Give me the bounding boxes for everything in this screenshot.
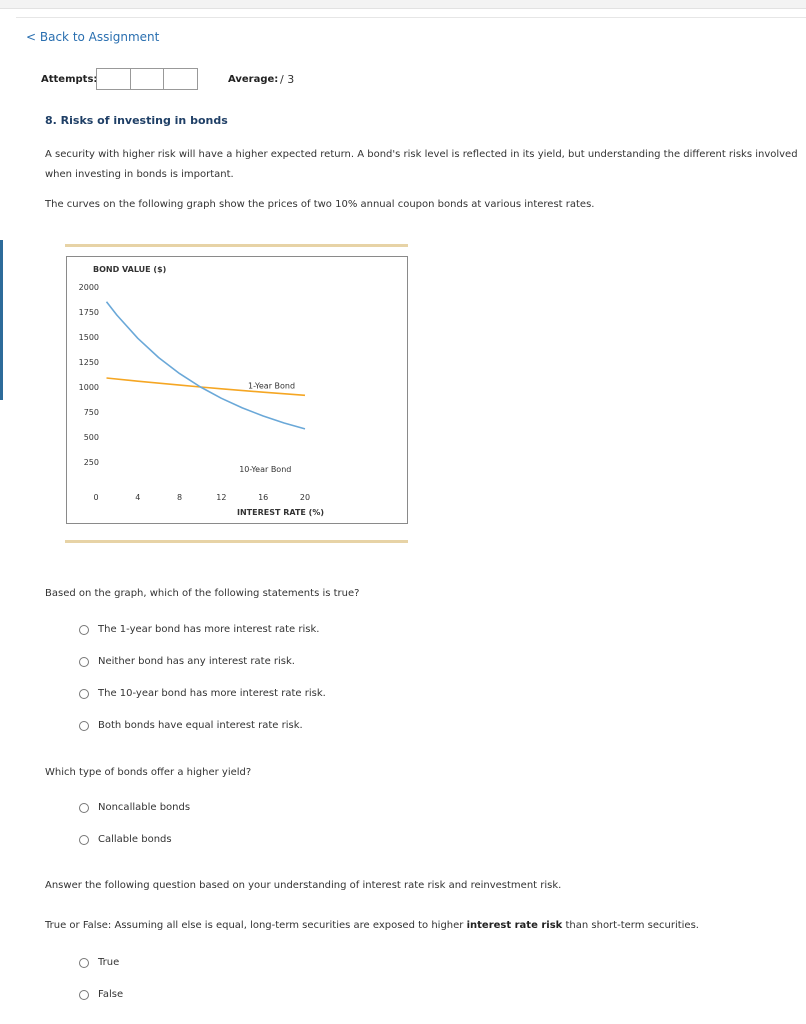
- q3-prompt-post: than short-term securities.: [562, 920, 699, 931]
- radio-button[interactable]: [79, 721, 89, 731]
- y-tick-label: 250: [83, 458, 99, 467]
- y-axis-label: BOND VALUE ($): [93, 265, 167, 274]
- attempt-box: [164, 69, 197, 89]
- q1-option-4[interactable]: [79, 720, 303, 731]
- x-tick-label: 8: [177, 493, 183, 502]
- attempt-box: [131, 69, 165, 89]
- attempts-label: Attempts:: [41, 74, 98, 85]
- q3-option-true[interactable]: [79, 957, 119, 968]
- x-tick-label: 12: [216, 493, 227, 502]
- q3-intro: Answer the following question based on your understanding of interest rate risk and reinvestment risk.: [45, 880, 562, 891]
- radio-button[interactable]: [79, 803, 89, 813]
- q1-option-3[interactable]: [79, 688, 326, 699]
- average-label: Average:: [228, 74, 279, 85]
- series-label-ten-year: 10-Year Bond: [239, 464, 292, 474]
- attempt-box: [97, 69, 131, 89]
- radio-button[interactable]: [79, 657, 89, 667]
- option-label: The 1-year bond has more interest rate risk.: [98, 624, 320, 635]
- radio-button[interactable]: [79, 625, 89, 635]
- y-tick-label: 2000: [78, 283, 99, 292]
- y-tick-label: 1750: [78, 308, 99, 317]
- option-label: The 10-year bond has more interest rate risk.: [98, 688, 326, 699]
- option-label: Both bonds have equal interest rate risk.: [98, 720, 303, 731]
- option-label: Callable bonds: [98, 834, 172, 845]
- y-tick-label: 750: [83, 408, 99, 417]
- y-tick-label: 1250: [78, 358, 99, 367]
- option-label: True: [98, 957, 120, 968]
- option-label: Neither bond has any interest rate risk.: [98, 656, 295, 667]
- attempts-indicator: [96, 68, 198, 90]
- series-line-ten-year: [107, 302, 306, 429]
- graph-intro: The curves on the following graph show the prices of two 10% annual coupon bonds at various interest rates.: [45, 199, 595, 210]
- q3-prompt-pre: True or False: Assuming all else is equal, long-term securities are exposed to higher: [45, 920, 467, 931]
- radio-button[interactable]: [79, 835, 89, 845]
- q1-option-1[interactable]: [79, 624, 319, 635]
- chart-bottom-rule: [65, 540, 408, 543]
- radio-button[interactable]: [79, 990, 89, 1000]
- q1-option-2[interactable]: [79, 656, 295, 667]
- radio-button[interactable]: [79, 689, 89, 699]
- q3-prompt: [45, 920, 699, 931]
- option-label: Noncallable bonds: [98, 802, 191, 813]
- left-edge-accent: [0, 240, 3, 400]
- q3-option-false[interactable]: [79, 989, 123, 1000]
- question-intro: A security with higher risk will have a higher expected return. A bond's risk level is reflected in its yield, but understanding the different risks involved when investing in bonds is important.: [45, 149, 798, 180]
- y-tick-label: 1000: [78, 383, 99, 392]
- back-to-assignment-link[interactable]: < Back to Assignment: [26, 30, 160, 44]
- series-label-one-year: 1-Year Bond: [248, 381, 296, 391]
- question-title: 8. Risks of investing in bonds: [45, 114, 228, 127]
- bond-value-chart: [66, 256, 408, 524]
- q2-option-2[interactable]: [79, 834, 172, 845]
- divider: [16, 17, 806, 18]
- chart-top-rule: [65, 244, 408, 247]
- x-tick-label: 0: [93, 493, 99, 502]
- x-tick-label: 4: [135, 493, 141, 502]
- x-axis-label: INTEREST RATE (%): [237, 508, 324, 517]
- q1-prompt: Based on the graph, which of the following statements is true?: [45, 588, 360, 599]
- y-tick-label: 500: [83, 433, 99, 442]
- q2-option-1[interactable]: [79, 802, 190, 813]
- y-tick-label: 1500: [78, 333, 99, 342]
- q3-prompt-bold: interest rate risk: [466, 920, 563, 931]
- x-tick-label: 20: [299, 493, 311, 502]
- q2-prompt: Which type of bonds offer a higher yield?: [45, 767, 252, 778]
- top-bar: [0, 0, 806, 9]
- x-tick-label: 16: [258, 493, 269, 502]
- chart-canvas: [67, 257, 407, 523]
- radio-button[interactable]: [79, 958, 89, 968]
- average-value: / 3: [280, 73, 295, 86]
- option-label: False: [98, 989, 124, 1000]
